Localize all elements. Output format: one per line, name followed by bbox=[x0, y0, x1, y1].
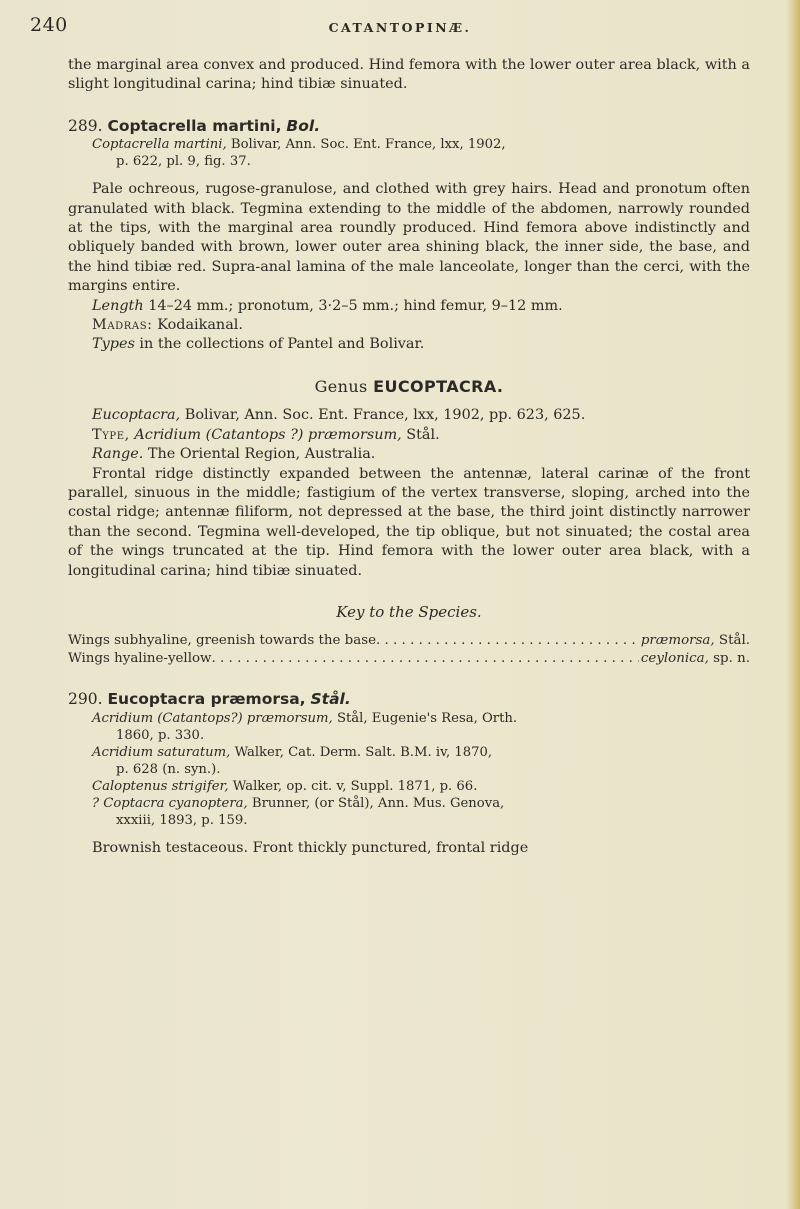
key-leader-dots bbox=[376, 632, 639, 650]
synonym-name: Acridium (Catantops?) præmorsum, bbox=[92, 710, 333, 726]
species-289-types bbox=[68, 335, 750, 354]
genus-citation-name: Eucoptacra, bbox=[92, 407, 181, 424]
range-text: The Oriental Region, Australia. bbox=[147, 446, 376, 463]
synonym-ref: Brunner, (or Stål), Ann. Mus. Genova, bbox=[251, 795, 505, 811]
species-289-heading bbox=[68, 117, 750, 136]
synonym-ref-continued: p. 628 (n. syn.). bbox=[116, 761, 221, 777]
genus-heading bbox=[68, 377, 750, 396]
types-label: Types bbox=[92, 336, 135, 353]
locality-label: Madras: bbox=[92, 317, 153, 334]
citation-ref-continued: p. 622, pl. 9, fig. 37. bbox=[116, 154, 251, 170]
intro-paragraph: the marginal area convex and produced. Hind femora with the lower outer area black, with a slight longitudinal carina; hind tibiæ sinuated. bbox=[68, 57, 750, 93]
genus-prefix: Genus bbox=[314, 376, 368, 396]
genus-citation-ref: Bolivar, Ann. Soc. Ent. France, lxx, 1902, pp. 623, 625. bbox=[184, 407, 586, 424]
synonym-entry bbox=[68, 744, 750, 778]
species-name: Eucoptacra præmorsa, bbox=[107, 690, 306, 709]
key-author: Stål. bbox=[718, 633, 750, 649]
synonym-entry bbox=[68, 778, 750, 795]
synonym-ref-continued: 1860, p. 330. bbox=[116, 727, 205, 743]
synonym-entry bbox=[68, 795, 750, 829]
citation-name: Coptacrella martini, bbox=[92, 137, 227, 153]
synonymy-list bbox=[68, 710, 750, 829]
key-description: Wings subhyaline, greenish towards the base bbox=[68, 633, 377, 649]
genus-type bbox=[68, 426, 750, 445]
synonym-entry bbox=[68, 710, 750, 744]
page-number: 240 bbox=[30, 14, 68, 36]
key-table bbox=[68, 632, 750, 668]
species-number: 290. bbox=[68, 690, 103, 709]
key-leader-dots bbox=[212, 650, 639, 668]
key-row bbox=[68, 650, 750, 668]
species-290-description: Brownish testaceous. Front thickly punctured, frontal ridge bbox=[92, 839, 529, 856]
genus-name: EUCOPTACRA. bbox=[373, 376, 504, 396]
running-head: CATANTOPINÆ. bbox=[328, 20, 472, 35]
length-label: Length bbox=[92, 297, 144, 314]
key-result bbox=[639, 632, 750, 650]
species-289-length bbox=[68, 297, 750, 316]
type-genus: Acridium bbox=[134, 426, 202, 443]
locality-text: Kodaikanal. bbox=[157, 317, 243, 334]
page-body bbox=[68, 56, 750, 858]
synonym-name: Acridium saturatum, bbox=[92, 744, 231, 760]
type-species: præmorsum, bbox=[308, 426, 402, 443]
genus-citation bbox=[68, 406, 750, 425]
genus-range bbox=[68, 445, 750, 464]
species-289-description: Pale ochreous, rugose-granulose, and clothed with grey hairs. Head and pronotum often granulated with black. Tegmina extending to the middle of the abdomen, narrowly rounded at the tips, with the marginal area roundly produced. Hind femora above indistinctly and obliquely banded with brown, lower outer area shining black, the inner side, the base, and the hind tibiæ red. Supra-anal lamina of the male lanceolate, longer than the cerci, with the margins entire. bbox=[68, 181, 750, 295]
type-author: Stål. bbox=[406, 426, 440, 443]
types-text: in the collections of Pantel and Bolivar. bbox=[139, 336, 425, 353]
species-289-citation bbox=[68, 136, 750, 170]
key-species: præmorsa, bbox=[640, 633, 715, 649]
synonym-ref-continued: xxxiii, 1893, p. 159. bbox=[116, 812, 248, 828]
species-290-heading bbox=[68, 690, 750, 709]
key-description: Wings hyaline-yellow bbox=[68, 651, 212, 667]
synonym-ref: Walker, op. cit. v, Suppl. 1871, p. 66. bbox=[232, 778, 478, 794]
genus-description: Frontal ridge distinctly expanded between the antennæ, lateral carinæ of the front parallel, sinuous in the middle; fastigium of the vertex transverse, sloping, arched into the costal ridge; antennæ filiform, not depressed at the base, the third joint distinctly narrower than the second. Tegmina well-developed, the tip oblique, but not sinuated; the costal area of the wings truncated at the tip. Hind femora with the lower outer area black, with a longitudinal carina; hind tibiæ sinuated. bbox=[68, 465, 750, 579]
key-result bbox=[639, 650, 750, 668]
length-text: 14–24 mm.; pronotum, 3·2–5 mm.; hind femur, 9–12 mm. bbox=[148, 297, 563, 314]
species-289-locality bbox=[68, 316, 750, 335]
synonym-ref: Stål, Eugenie's Resa, Orth. bbox=[336, 710, 518, 726]
type-subgenus: (Catantops ?) bbox=[205, 426, 304, 443]
synonym-name: Caloptenus strigifer, bbox=[92, 778, 229, 794]
key-title: Key to the Species. bbox=[336, 602, 482, 621]
species-name: Coptacrella martini, bbox=[107, 116, 282, 135]
synonym-ref: Walker, Cat. Derm. Salt. B.M. iv, 1870, bbox=[234, 744, 493, 760]
key-author: sp. n. bbox=[713, 651, 750, 667]
type-label: Type, bbox=[92, 426, 130, 443]
key-species: ceylonica, bbox=[640, 651, 709, 667]
page-edge-shadow bbox=[786, 0, 800, 1209]
species-number: 289. bbox=[68, 116, 103, 135]
range-label: Range. bbox=[92, 446, 144, 463]
citation-ref: Bolivar, Ann. Soc. Ent. France, lxx, 1902, bbox=[230, 137, 506, 153]
species-author: Stål. bbox=[310, 690, 351, 709]
synonym-name: ? Coptacra cyanoptera, bbox=[92, 795, 248, 811]
species-author: Bol. bbox=[286, 116, 321, 135]
key-row bbox=[68, 632, 750, 650]
